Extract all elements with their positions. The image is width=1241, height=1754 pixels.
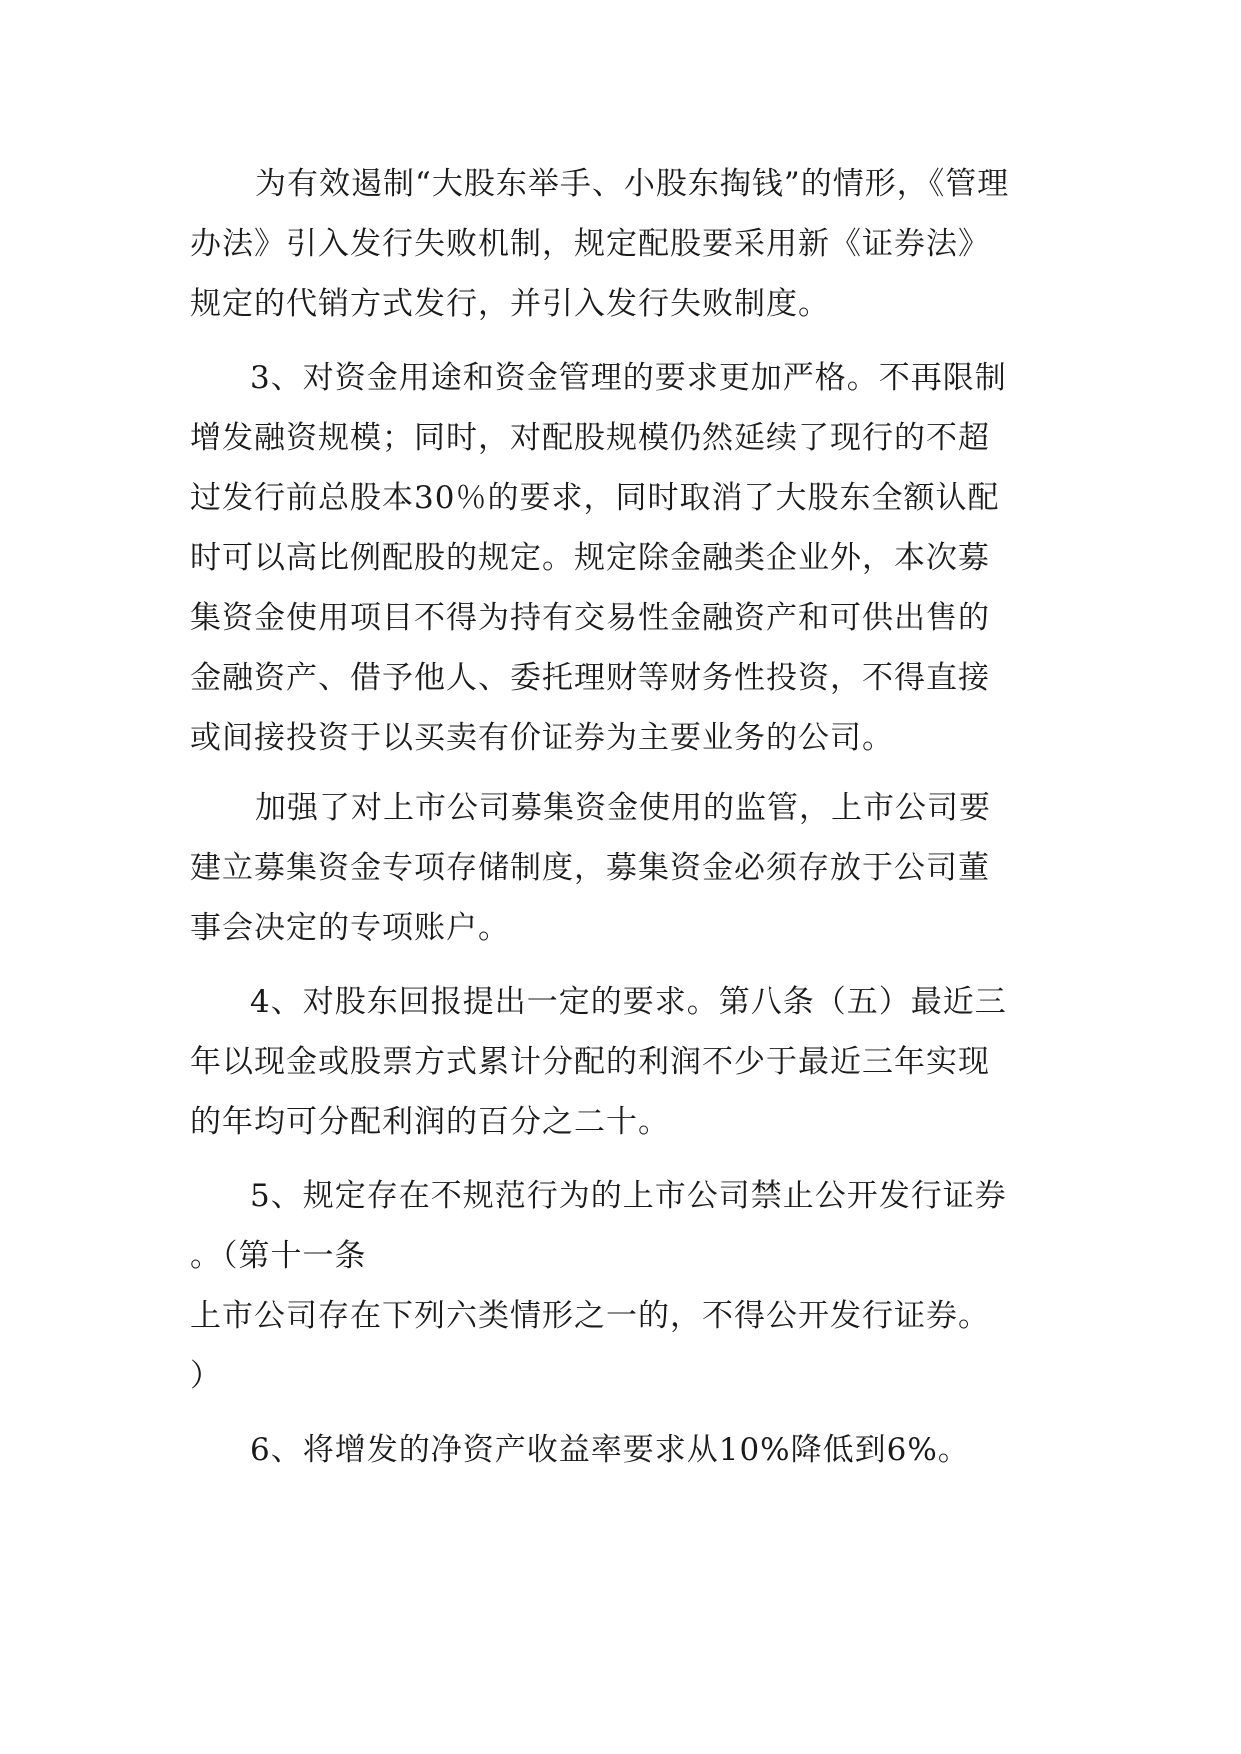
text-line-7: 时可以高比例配股的规定。规定除金融类企业外，本次募	[190, 540, 990, 576]
text-line-3: 规定的代销方式发行，并引入发行失败制度。	[190, 286, 830, 322]
text-line-9: 金融资产、借予他人、委托理财等财务性投资，不得直接	[190, 660, 990, 696]
text-line-1: 为有效遏制“大股东举手、小股东掏钱”的情形，《管理	[255, 166, 1010, 202]
text-line-15: 年以现金或股票方式累计分配的利润不少于最近三年实现	[190, 1044, 990, 1080]
text-line-13: 事会决定的专项账户。	[190, 910, 510, 946]
text-line-20: ）	[190, 1358, 222, 1394]
text-line-19: 上市公司存在下列六类情形之一的，不得公开发行证券。	[190, 1298, 990, 1334]
text-line-14: 4、对股东回报提出一定的要求。第八条（五）最近三	[250, 984, 1007, 1020]
text-line-11: 加强了对上市公司募集资金使用的监管，上市公司要	[255, 790, 991, 826]
text-line-18: 。（第十一条	[190, 1238, 367, 1274]
text-line-5: 增发融资规模；同时，对配股规模仍然延续了现行的不超	[190, 420, 990, 456]
text-line-17: 5、规定存在不规范行为的上市公司禁止公开发行证券	[250, 1178, 1007, 1214]
text-line-4: 3、对资金用途和资金管理的要求更加严格。不再限制	[250, 360, 1007, 396]
text-line-2: 办法》引入发行失败机制，规定配股要采用新《证券法》	[190, 226, 990, 262]
text-line-8: 集资金使用项目不得为持有交易性金融资产和可供出售的	[190, 600, 990, 636]
text-line-10: 或间接投资于以买卖有价证券为主要业务的公司。	[190, 720, 894, 756]
text-line-6: 过发行前总股本30％的要求，同时取消了大股东全额认配	[190, 480, 1000, 516]
text-line-12: 建立募集资金专项存储制度，募集资金必须存放于公司董	[190, 850, 990, 886]
text-line-16: 的年均可分配利润的百分之二十。	[190, 1104, 670, 1140]
text-line-21: 6、将增发的净资产收益率要求从10%降低到6%。	[250, 1432, 970, 1468]
